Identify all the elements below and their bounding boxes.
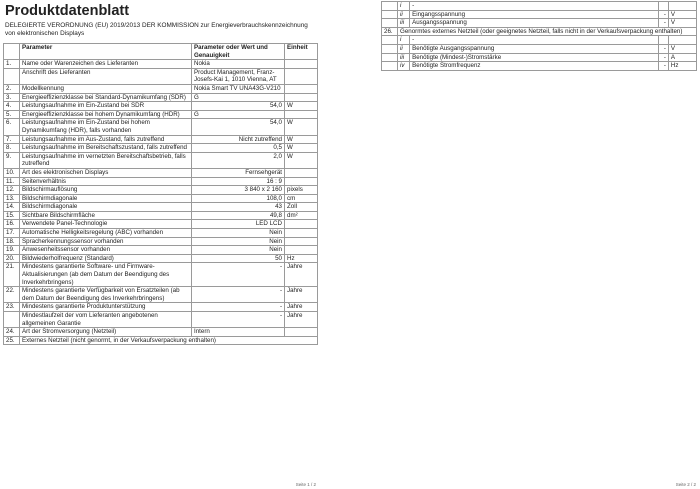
row-unit: Jahre: [285, 312, 318, 328]
row-unit: [285, 229, 318, 238]
table-row: [4, 287, 318, 303]
row-parameter: Mindestens garantierte Produktunterstützung: [20, 303, 192, 312]
table-row: [4, 312, 318, 328]
row-unit: [285, 68, 318, 84]
table-row: [4, 119, 318, 135]
row-value: 108,0: [192, 194, 285, 203]
table-row: [4, 254, 318, 263]
row-value: G: [192, 110, 285, 119]
row-parameter: Benötigte Ausgangsspannung: [410, 44, 659, 53]
row-value: Intern: [192, 328, 285, 337]
table-row: [382, 44, 697, 53]
row-parameter: Modellkennung: [20, 84, 192, 93]
row-subindex: i: [398, 36, 410, 45]
row-unit: [285, 84, 318, 93]
row-unit: [285, 110, 318, 119]
row-subindex: iv: [398, 62, 410, 71]
table-row: [382, 53, 697, 62]
row-number: 19.: [4, 246, 20, 255]
row-parameter: -: [410, 36, 659, 45]
row-parameter: Anwesenheitssensor vorhanden: [20, 246, 192, 255]
row-unit: [285, 93, 318, 102]
row-parameter: Leistungsaufnahme im Aus-Zustand, falls zutreffend: [20, 135, 192, 144]
row-parameter: Anschrift des Lieferanten: [20, 68, 192, 84]
row-unit: Jahre: [285, 287, 318, 303]
row-number: 10.: [4, 168, 20, 177]
table-row: [4, 68, 318, 84]
row-value: 3 840 x 2 160: [192, 186, 285, 195]
row-unit: [285, 246, 318, 255]
row-unit: [668, 2, 696, 11]
table-row: [4, 220, 318, 229]
table-row: [382, 62, 697, 71]
row-parameter: Bildschirmauflösung: [20, 186, 192, 195]
row-number: 17.: [4, 229, 20, 238]
table-row: [4, 110, 318, 119]
row-parameter: Seitenverhältnis: [20, 177, 192, 186]
row-parameter: -: [410, 2, 659, 11]
row-parameter: Art der Stromversorgung (Netzteil): [20, 328, 192, 337]
row-parameter: Benötigte (Mindest-)Stromstärke: [410, 53, 659, 62]
row-unit: dm²: [285, 211, 318, 220]
row-parameter: Energieeffizienzklasse bei hohem Dynamikumfang (HDR): [20, 110, 192, 119]
row-number: 15.: [4, 211, 20, 220]
page-subtitle: DELEGIERTE VERORDNUNG (EU) 2019/2013 DER KOMMISSION zur Energieverbrauchskennzeichnung von elektronischen Displays: [5, 22, 308, 37]
table-row: [4, 211, 318, 220]
row-value: -: [192, 287, 285, 303]
row-parameter: Mindestens garantierte Verfügbarkeit von Ersatzteilen (ab dem Datum der Beendigung des Inverkehrbringens): [20, 287, 192, 303]
row-unit: W: [285, 102, 318, 111]
row-parameter: Leistungsaufnahme im Ein-Zustand bei SDR: [20, 102, 192, 111]
table-row: [4, 84, 318, 93]
row-number: 8.: [4, 144, 20, 153]
table-row: [4, 328, 318, 337]
header-number: [4, 44, 20, 60]
row-parameter: Spracherkennungssensor vorhanden: [20, 237, 192, 246]
row-unit: W: [285, 144, 318, 153]
table-body: [4, 60, 318, 345]
table-row: [4, 303, 318, 312]
row-parameter: Bildschirmdiagonale: [20, 194, 192, 203]
row-value: G: [192, 93, 285, 102]
row-unit: [285, 177, 318, 186]
table-row: [4, 229, 318, 238]
row-parameter: Leistungsaufnahme im Ein-Zustand bei hohem Dynamikumfang (HDR), falls vorhanden: [20, 119, 192, 135]
table-row: [4, 144, 318, 153]
row-unit: [668, 36, 696, 45]
row-parameter: Sichtbare Bildschirmfläche: [20, 211, 192, 220]
row-value: 43: [192, 203, 285, 212]
page-title: Produktdatenblatt: [5, 3, 130, 19]
page-2: [378, 0, 700, 489]
row-number: 11.: [4, 177, 20, 186]
table-row: [382, 27, 697, 36]
row-unit: [285, 220, 318, 229]
table-row: [382, 36, 697, 45]
table-row: [4, 203, 318, 212]
row-parameter: Benötigte Stromfrequenz: [410, 62, 659, 71]
row-unit: V: [668, 19, 696, 28]
row-value: Nein: [192, 237, 285, 246]
row-number: [382, 19, 398, 28]
row-number: 24.: [4, 328, 20, 337]
table-row: [4, 135, 318, 144]
table-row: [4, 60, 318, 69]
row-value: [658, 36, 668, 45]
row-unit: W: [285, 135, 318, 144]
row-number: 18.: [4, 237, 20, 246]
table-row: [4, 263, 318, 287]
row-number: 3.: [4, 93, 20, 102]
row-number: [4, 312, 20, 328]
row-number: 5.: [4, 110, 20, 119]
row-unit: W: [285, 152, 318, 168]
row-unit: cm: [285, 194, 318, 203]
row-number: 21.: [4, 263, 20, 287]
row-number: 7.: [4, 135, 20, 144]
table-row: [382, 19, 697, 28]
table-row: [4, 102, 318, 111]
table-row: [4, 152, 318, 168]
row-value: 49,8: [192, 211, 285, 220]
row-value: 54,0: [192, 102, 285, 111]
row-value: -: [658, 19, 668, 28]
row-value: LED LCD: [192, 220, 285, 229]
row-parameter: Mindestens garantierte Software- und Firmware-Aktualisierungen (ab dem Datum der Beendigung des Inverkehrbringens): [20, 263, 192, 287]
row-number: 1.: [4, 60, 20, 69]
row-unit: [285, 237, 318, 246]
row-value: Nein: [192, 229, 285, 238]
row-unit: [285, 328, 318, 337]
row-number: 2.: [4, 84, 20, 93]
row-value: -: [192, 263, 285, 287]
row-number: 13.: [4, 194, 20, 203]
row-number: 25.: [4, 336, 20, 345]
row-subindex: iii: [398, 19, 410, 28]
table-row: [4, 177, 318, 186]
row-value: Nicht zutreffend: [192, 135, 285, 144]
row-number: [382, 44, 398, 53]
row-value: 50: [192, 254, 285, 263]
row-number: 26.: [382, 27, 398, 36]
row-number: 22.: [4, 287, 20, 303]
row-number: 9.: [4, 152, 20, 168]
row-parameter: Ausgangsspannung: [410, 19, 659, 28]
row-parameter: Automatische Helligkeitsregelung (ABC) vorhanden: [20, 229, 192, 238]
row-value: [658, 2, 668, 11]
page-1: [0, 0, 320, 489]
row-value: 0,5: [192, 144, 285, 153]
row-parameter: Bildwiederholfrequenz (Standard): [20, 254, 192, 263]
row-unit: W: [285, 119, 318, 135]
row-unit: V: [668, 44, 696, 53]
row-parameter: Mindestlaufzeit der vom Lieferanten angebotenen allgemeinen Garantie: [20, 312, 192, 328]
row-number: 6.: [4, 119, 20, 135]
row-value: -: [658, 10, 668, 19]
row-value: -: [192, 312, 285, 328]
table-row: [4, 93, 318, 102]
row-parameter: Verwendete Panel-Technologie: [20, 220, 192, 229]
row-value: 54,0: [192, 119, 285, 135]
row-number: [382, 36, 398, 45]
row-value: -: [658, 44, 668, 53]
row-parameter: Name oder Warenzeichen des Lieferanten: [20, 60, 192, 69]
row-parameter: Genormtes externes Netzteil (oder geeignetes Netzteil, falls nicht in der Verkaufsverpackung enthalten): [398, 27, 697, 36]
row-number: [382, 10, 398, 19]
row-subindex: ii: [398, 44, 410, 53]
row-number: [382, 53, 398, 62]
row-unit: [285, 60, 318, 69]
row-unit: [285, 168, 318, 177]
row-number: 12.: [4, 186, 20, 195]
row-number: 23.: [4, 303, 20, 312]
row-unit: Hz: [285, 254, 318, 263]
row-subindex: iii: [398, 53, 410, 62]
row-parameter: Eingangsspannung: [410, 10, 659, 19]
row-parameter: Art des elektronischen Displays: [20, 168, 192, 177]
product-data-table: [3, 43, 318, 345]
row-number: [382, 2, 398, 11]
row-unit: Jahre: [285, 303, 318, 312]
row-unit: A: [668, 53, 696, 62]
row-value: -: [658, 53, 668, 62]
row-value: 16 : 9: [192, 177, 285, 186]
row-number: 4.: [4, 102, 20, 111]
row-value: -: [192, 303, 285, 312]
table-row: [382, 10, 697, 19]
row-parameter: Leistungsaufnahme im Bereitschaftszustand, falls zutreffend: [20, 144, 192, 153]
power-supply-table: [381, 1, 697, 71]
row-value: Fernsehgerät: [192, 168, 285, 177]
row-subindex: ii: [398, 10, 410, 19]
header-unit: Einheit: [285, 44, 318, 60]
table-body: [382, 2, 697, 71]
header-value: Parameter oder Wert und Genauigkeit: [192, 44, 285, 60]
row-parameter: Externes Netzteil (nicht genormt, in der Verkaufsverpackung enthalten): [20, 336, 318, 345]
row-number: 14.: [4, 203, 20, 212]
row-subindex: i: [398, 2, 410, 11]
page-footer: Seite 1 / 2: [295, 482, 316, 487]
table-header-row: [4, 44, 318, 60]
row-number: [4, 68, 20, 84]
page-footer: Seite 2 / 2: [675, 482, 696, 487]
row-number: 16.: [4, 220, 20, 229]
table-row: [4, 168, 318, 177]
row-unit: V: [668, 10, 696, 19]
row-parameter: Bildschirmdiagonale: [20, 203, 192, 212]
header-parameter: Parameter: [20, 44, 192, 60]
row-unit: Zoll: [285, 203, 318, 212]
row-number: [382, 62, 398, 71]
row-value: Product Management, Franz-Josefs-Kai 1, 1010 Vienna, AT: [192, 68, 285, 84]
table-row: [382, 2, 697, 11]
row-value: Nein: [192, 246, 285, 255]
row-value: -: [658, 62, 668, 71]
row-parameter: Energieeffizienzklasse bei Standard-Dynamikumfang (SDR): [20, 93, 192, 102]
table-row: [4, 194, 318, 203]
row-unit: pixels: [285, 186, 318, 195]
row-value: 2,0: [192, 152, 285, 168]
row-number: 20.: [4, 254, 20, 263]
row-unit: Hz: [668, 62, 696, 71]
row-parameter: Leistungsaufnahme im vernetzten Bereitschaftsbetrieb, falls zutreffend: [20, 152, 192, 168]
table-row: [4, 336, 318, 345]
table-row: [4, 246, 318, 255]
row-value: Nokia Smart TV UNA43G-V210: [192, 84, 285, 93]
row-value: Nokia: [192, 60, 285, 69]
table-row: [4, 237, 318, 246]
row-unit: Jahre: [285, 263, 318, 287]
table-row: [4, 186, 318, 195]
